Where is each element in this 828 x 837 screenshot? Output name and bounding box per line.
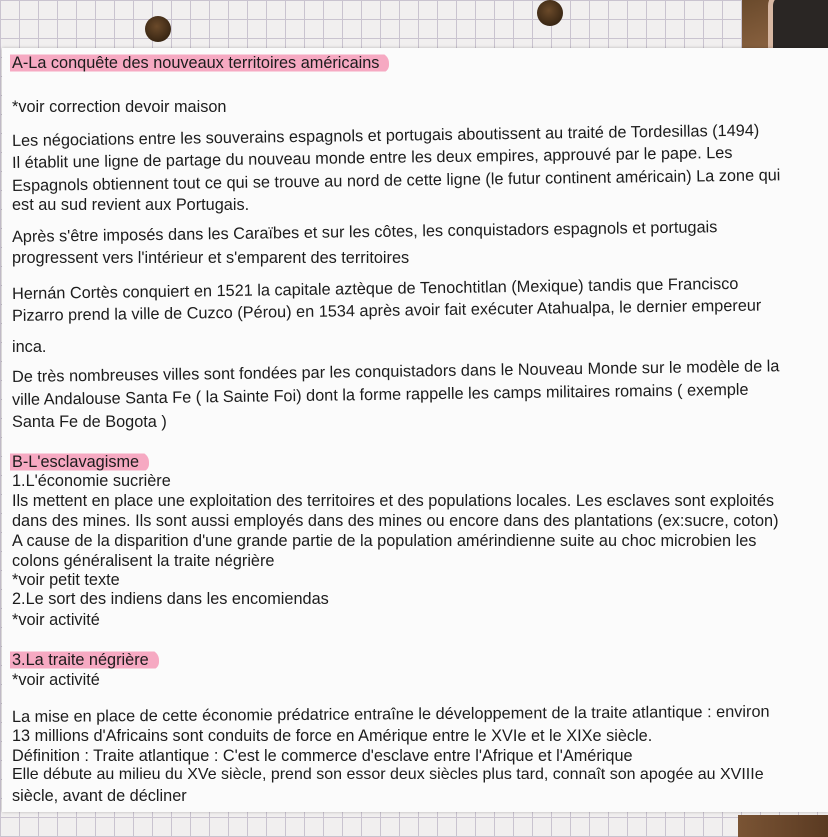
- text-line: colons généralisent la traite négrière: [12, 552, 275, 570]
- binder-hole: [537, 0, 563, 26]
- text-line: Il établit une ligne de partage du nouveau monde entre les deux empires, approuvé par le pape. Les: [11, 143, 733, 172]
- text-line: Ils mettent en place une exploitation des territoires et des populations locales. Les esclaves sont exploités: [12, 492, 775, 510]
- text-line: inca.: [12, 338, 47, 356]
- text-line: *voir petit texte: [12, 571, 120, 589]
- text-line: Santa Fe de Bogota ): [12, 413, 167, 431]
- text-line: progressent vers l'intérieur et s'emparent des territoires: [12, 249, 410, 267]
- section-title-a: A-La conquête des nouveaux territoires américains: [12, 54, 389, 72]
- binder-hole: [145, 16, 171, 42]
- text-line: Espagnols obtiennent tout ce qui se trouve au nord de cette ligne (le futur continent américain) La zone qui: [11, 166, 781, 195]
- printed-sheet: [2, 48, 828, 812]
- text-line: Hernán Cortès conquiert en 1521 la capitale aztèque de Tenochtitlan (Mexique) tandis que Francisco: [11, 274, 739, 303]
- wood-table-bottom: [738, 815, 828, 837]
- text-line: est au sud revient aux Portugais.: [12, 196, 250, 214]
- text-line: ville Andalouse Santa Fe ( la Sainte Foi) dont la forme rappelle les camps militaires romains ( exemple: [11, 380, 749, 409]
- text-line: Elle débute au milieu du XVe siècle, prend son essor deux siècles plus tard, connaît son apogée au XVIIIe: [12, 766, 764, 783]
- text-line: 13 millions d'Africains sont conduits de force en Amérique entre le XVIe et le XIXe siècle.: [12, 727, 653, 745]
- section-title-c: 3.La traite négrière: [12, 651, 159, 669]
- text-line: De très nombreuses villes sont fondées par les conquistadors dans le Nouveau Monde sur le modèle de la: [11, 357, 780, 386]
- section-title-b: B-L'esclavagisme: [12, 453, 149, 471]
- text-line: Définition : Traite atlantique : C'est le commerce d'esclave entre l'Afrique et l'Amérique: [12, 747, 633, 765]
- text-line: Les négociations entre les souverains espagnols et portugais aboutissent au traité de Tordesillas (1494): [11, 121, 760, 150]
- text-line: dans des mines. Ils sont aussi employés dans des mines ou encore dans des plantations (ex:sucre, coton): [12, 512, 779, 530]
- text-line: *voir correction devoir maison: [12, 98, 227, 116]
- text-line: La mise en place de cette économie prédatrice entraîne le développement de la traite atlantique : environ: [11, 702, 770, 726]
- text-line: Après s'être imposés dans les Caraïbes et sur les côtes, les conquistadors espagnols et portugais: [11, 218, 718, 246]
- text-line: A cause de la disparition d'une grande partie de la population amérindienne suite au choc microbien les: [12, 532, 757, 550]
- subsection-title: 1.L'économie sucrière: [12, 472, 171, 490]
- text-line: *voir activité: [12, 671, 100, 689]
- text-line: siècle, avant de décliner: [12, 787, 187, 805]
- text-line: *voir activité: [12, 611, 100, 629]
- text-line: Pizarro prend la ville de Cuzco (Pérou) en 1534 après avoir fait exécuter Atahualpa, le dernier empereur: [11, 296, 762, 325]
- subsection-title: 2.Le sort des indiens dans les encomiendas: [12, 590, 329, 608]
